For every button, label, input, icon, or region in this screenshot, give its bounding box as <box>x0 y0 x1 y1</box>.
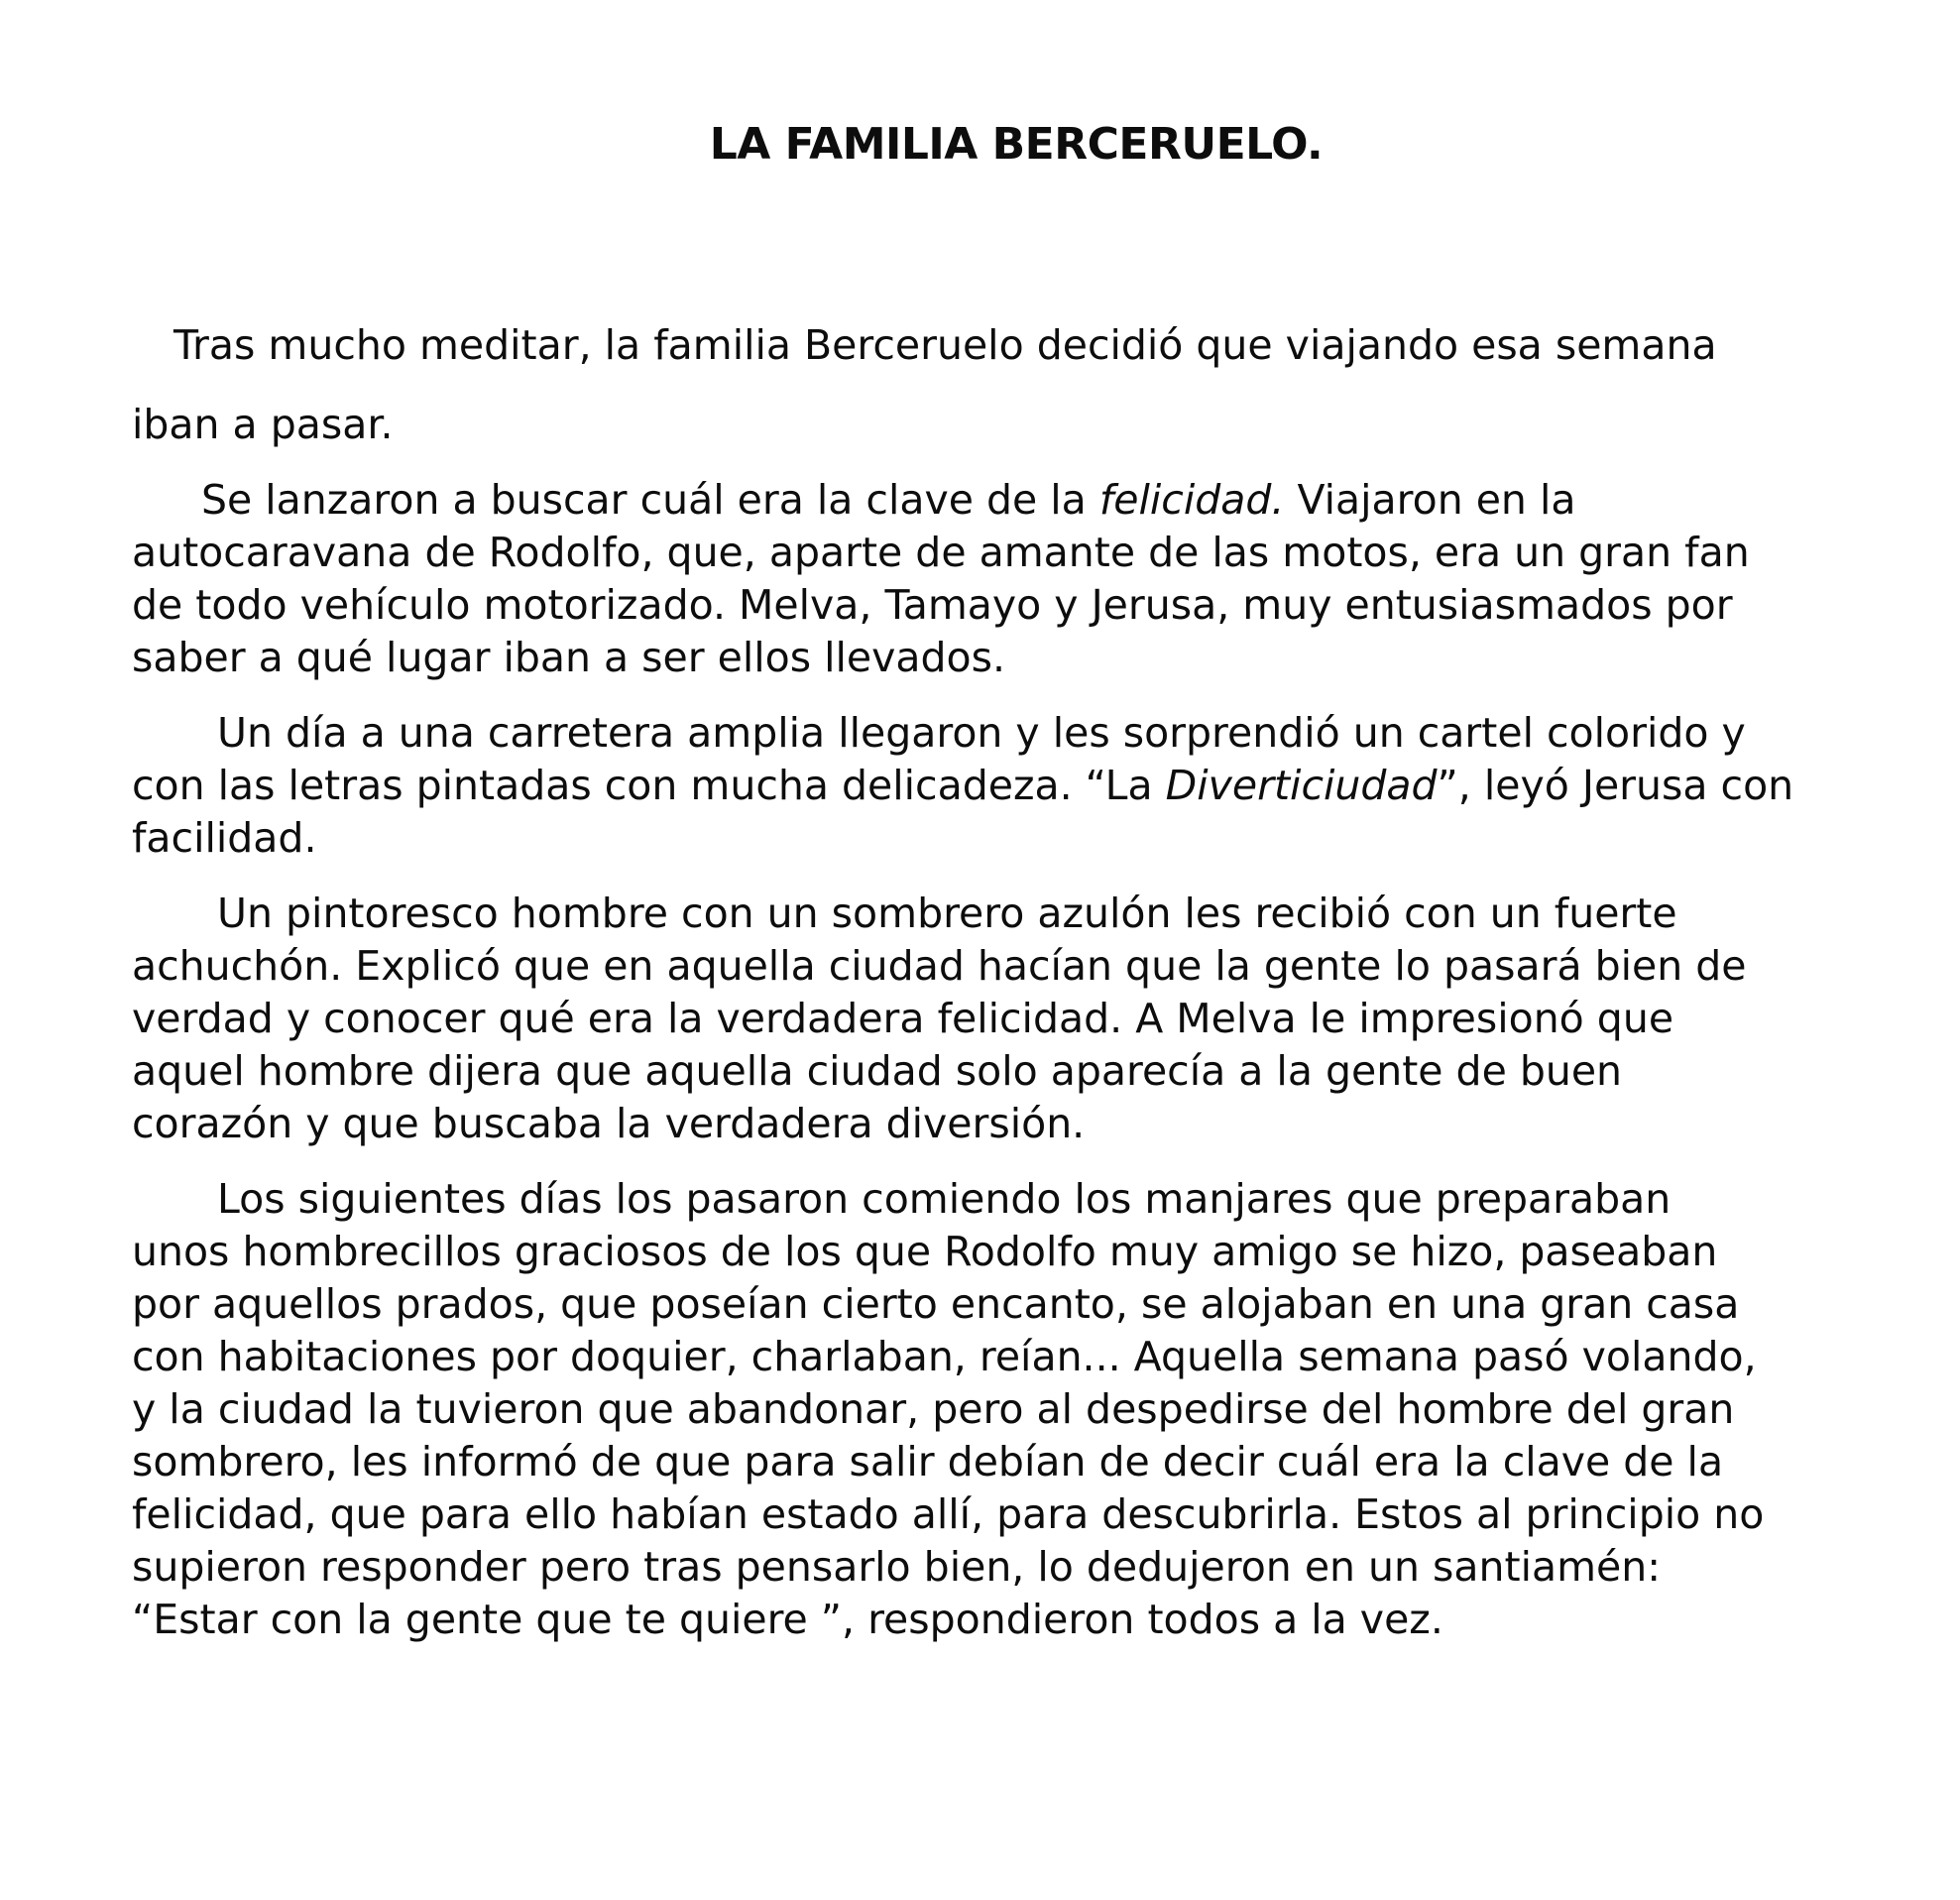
text-line: achuchón. Explicó que en aquella ciudad hacían que la gente lo pasará bien de <box>132 942 1747 990</box>
text-line: con habitaciones por doquier, charlaban, reían... Aquella semana pasó volando, <box>132 1333 1757 1380</box>
text-line: Los siguientes días los pasaron comiendo los manjares que preparaban <box>217 1175 1672 1223</box>
paragraph-1 <box>132 319 1877 451</box>
text-line: corazón y que buscaba la verdadera diversión. <box>132 1100 1086 1147</box>
text-segment: ”, leyó Jerusa con <box>1437 762 1794 809</box>
text-segment: Se lanzaron a buscar cuál era la clave de la <box>201 476 1099 524</box>
text-line: y la ciudad la tuvieron que abandonar, pero al despedirse del hombre del gran <box>132 1385 1735 1433</box>
paragraph-2 <box>132 474 1877 684</box>
text-line: unos hombrecillos graciosos de los que Rodolfo muy amigo se hizo, paseaban <box>132 1228 1718 1275</box>
text-line: Tras mucho meditar, la familia Berceruelo decidió que viajando esa semana <box>173 321 1717 369</box>
text-line: Un pintoresco hombre con un sombrero azulón les recibió con un fuerte <box>217 890 1677 937</box>
text-segment: Viajaron en la <box>1284 476 1576 524</box>
text-line: “Estar con la gente que te quiere ”, respondieron todos a la vez. <box>132 1596 1443 1643</box>
text-line: supieron responder pero tras pensarlo bien, lo dedujeron en un santiamén: <box>132 1543 1662 1591</box>
text-line: iban a pasar. <box>132 401 394 448</box>
text-line: autocaravana de Rodolfo, que, aparte de amante de las motos, era un gran fan <box>132 529 1750 576</box>
text-line <box>132 760 1877 812</box>
text-line: por aquellos prados, que poseían cierto encanto, se alojaban en una gran casa <box>132 1280 1740 1328</box>
text-line: saber a qué lugar iban a ser ellos llevados. <box>132 634 1006 681</box>
page-title: LA FAMILIA BERCERUELO. <box>709 119 1324 170</box>
text-line: sombrero, les informó de que para salir debían de decir cuál era la clave de la <box>132 1438 1724 1485</box>
text-line: verdad y conocer qué era la verdadera felicidad. A Melva le impresionó que <box>132 995 1674 1042</box>
text-line: aquel hombre dijera que aquella ciudad solo aparecía a la gente de buen <box>132 1047 1623 1095</box>
text-line <box>132 474 1877 527</box>
italic-word-diverticiudad: Diverticiudad <box>1165 762 1438 809</box>
text-segment: con las letras pintadas con mucha delicadeza. “La <box>132 762 1166 809</box>
text-line: Un día a una carretera amplia llegaron y les sorprendió un cartel colorido y <box>217 709 1746 757</box>
paragraph-4 <box>132 888 1877 1150</box>
text-line: facilidad. <box>132 814 317 862</box>
paragraph-5 <box>132 1173 1877 1646</box>
text-line: felicidad, que para ello habían estado allí, para descubrirla. Estos al principio no <box>132 1490 1765 1538</box>
paragraph-3 <box>132 707 1877 865</box>
italic-word-felicidad: felicidad. <box>1098 476 1285 524</box>
text-line: de todo vehículo motorizado. Melva, Tamayo y Jerusa, muy entusiasmados por <box>132 581 1733 629</box>
document-body <box>132 319 1877 1646</box>
